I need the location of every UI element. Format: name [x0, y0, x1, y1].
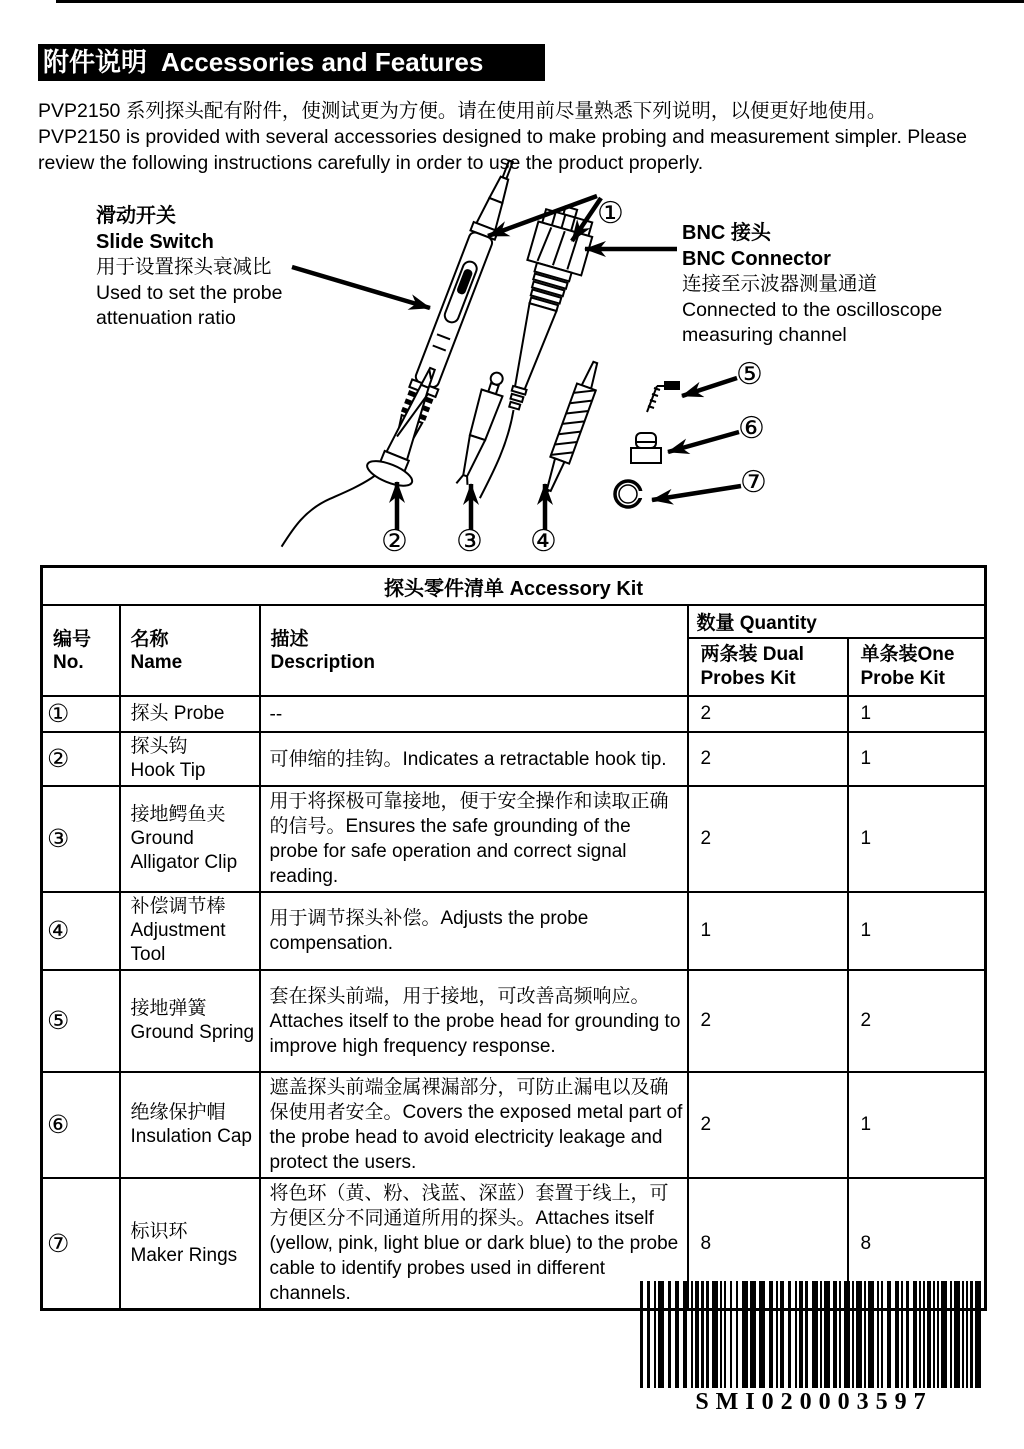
bnc-desc-en1: Connected to the oscilloscope: [682, 298, 943, 321]
table-row: [42, 892, 986, 970]
row-desc: 套在探头前端，用于接地，可改善高频响应。Attaches itself to the probe head for grounding to improve high frequency response.: [260, 970, 688, 1072]
ground-spring-drawing: [647, 381, 680, 412]
callout-2: ②: [381, 525, 408, 558]
arrow-6: [668, 432, 739, 452]
row-name: 探头 Probe: [120, 696, 260, 732]
row-dual-qty: 2: [688, 970, 848, 1072]
arrow-7: [652, 486, 741, 500]
callout-3: ③: [456, 525, 483, 558]
row-one-qty: 1: [848, 732, 986, 786]
intro-cn: PVP2150 系列探头配有附件，使测试更为方便。请在使用前尽量熟悉下列说明，以便更好地使用。: [38, 100, 887, 122]
slide-switch-desc-en2: attenuation ratio: [96, 307, 236, 329]
table-row: [42, 696, 986, 732]
row-name: 标识环 Maker Rings: [120, 1178, 260, 1310]
probe-slide-switch-drawing: [282, 134, 524, 579]
slide-switch-label: [96, 204, 282, 332]
row-one-qty: 8: [848, 1178, 986, 1310]
row-no: ②: [42, 732, 120, 786]
table-row: [42, 970, 986, 1072]
col-header-no-en: No.: [53, 651, 84, 673]
row-dual-qty: 2: [688, 1072, 848, 1178]
row-name: 接地弹簧 Ground Spring: [120, 970, 260, 1072]
row-desc: 将色环（黄、粉、浅蓝、深蓝）套置于线上，可方便区分不同通道所用的探头。Attaches itself (yellow, pink, light blue or dark blue) to the probe cable to identify probes used in different channels.: [260, 1178, 688, 1310]
row-dual-qty: 8: [688, 1178, 848, 1310]
row-one-qty: 1: [848, 1072, 986, 1178]
row-name: 接地鳄鱼夹 Ground Alligator Clip: [120, 786, 260, 892]
col-header-name: [120, 605, 260, 696]
adjustment-tool-drawing: [535, 359, 604, 505]
row-name: 探头钩 Hook Tip: [120, 732, 260, 786]
row-one-qty: 2: [848, 970, 986, 1072]
row-desc: 用于调节探头补偿。Adjusts the probe compensation.: [260, 892, 688, 970]
table-row: [42, 732, 986, 786]
row-no: ⑦: [42, 1178, 120, 1310]
bnc-title-cn: BNC 接头: [682, 222, 771, 244]
callout-4: ④: [530, 525, 557, 558]
col-header-desc-cn: 描述: [270, 628, 309, 650]
row-one-qty: 1: [848, 786, 986, 892]
col-header-quantity: 数量 Quantity: [688, 605, 986, 638]
section-header-cn: 附件说明: [43, 47, 148, 77]
col-header-name-en: Name: [130, 651, 183, 673]
intro-paragraph: [38, 98, 988, 176]
row-name: 补偿调节棒 Adjustment Tool: [120, 892, 260, 970]
section-header-en: Accessories and Features: [161, 47, 484, 77]
col-header-no: [42, 605, 120, 696]
callout-6: ⑥: [738, 412, 765, 445]
row-no: ⑤: [42, 970, 120, 1072]
row-dual-qty: 2: [688, 696, 848, 732]
col-header-no-cn: 编号: [53, 628, 92, 650]
slide-switch-title-en: Slide Switch: [96, 230, 214, 253]
bnc-title-en: BNC Connector: [682, 247, 831, 270]
callout-7: ⑦: [740, 466, 767, 499]
callout-arrows: [292, 196, 741, 530]
arrow-5: [682, 378, 737, 396]
callout-5: ⑤: [736, 358, 763, 391]
row-dual-qty: 2: [688, 786, 848, 892]
barcode-text: SMI020003597: [695, 1389, 933, 1415]
row-desc: 用于将探极可靠接地，便于安全操作和读取正确的信号。Ensures the safe grounding of the probe for safe operation and correct signal reading.: [260, 786, 688, 892]
row-no: ④: [42, 892, 120, 970]
row-dual-qty: 2: [688, 732, 848, 786]
insulation-cap-drawing: [631, 433, 661, 463]
table-row: [42, 1072, 986, 1178]
row-one-qty: 1: [848, 892, 986, 970]
arrow-slide-switch: [292, 267, 430, 308]
table-title: 探头零件清单 Accessory Kit: [42, 567, 986, 606]
bnc-desc-en2: measuring channel: [682, 324, 847, 346]
callout-1: ①: [597, 197, 624, 230]
alligator-clip-drawing: [452, 370, 509, 489]
accessory-kit-table: [40, 565, 984, 1311]
row-no: ①: [42, 696, 120, 732]
row-name: 绝缘保护帽 Insulation Cap: [120, 1072, 260, 1178]
slide-switch-title-cn: 滑动开关: [96, 205, 176, 227]
slide-switch-desc-en1: Used to set the probe: [96, 281, 283, 304]
bnc-connector-label: [682, 221, 942, 349]
barcode-bars: [640, 1281, 988, 1388]
row-desc: 遮盖探头前端金属裸漏部分，可防止漏电以及确保使用者安全。Covers the exposed metal part of the probe head to avoid electricity leakage and protect the users.: [260, 1072, 688, 1178]
col-header-name-cn: 名称: [130, 628, 169, 650]
table-row: [42, 786, 986, 892]
row-desc: 可伸缩的挂钩。Indicates a retractable hook tip.: [260, 732, 688, 786]
row-desc: --: [260, 696, 688, 732]
marker-ring-drawing: [615, 481, 645, 507]
section-header: [38, 44, 545, 81]
row-dual-qty: 1: [688, 892, 848, 970]
col-header-one-kit: 单条装One Probe Kit: [848, 638, 986, 696]
col-header-desc: [260, 605, 688, 696]
row-one-qty: 1: [848, 696, 986, 732]
col-header-dual-kit: 两条装 Dual Probes Kit: [688, 638, 848, 696]
row-no: ③: [42, 786, 120, 892]
row-no: ⑥: [42, 1072, 120, 1178]
barcode: [640, 1281, 988, 1416]
slide-switch-desc-cn: 用于设置探头衰减比: [96, 256, 272, 278]
col-header-desc-en: Description: [270, 651, 376, 673]
bnc-desc-cn: 连接至示波器测量通道: [682, 273, 878, 295]
intro-en: PVP2150 is provided with several accessories designed to make probing and measurement simpler. Please review the following instructions carefully in order to use the product properly.: [38, 126, 967, 174]
